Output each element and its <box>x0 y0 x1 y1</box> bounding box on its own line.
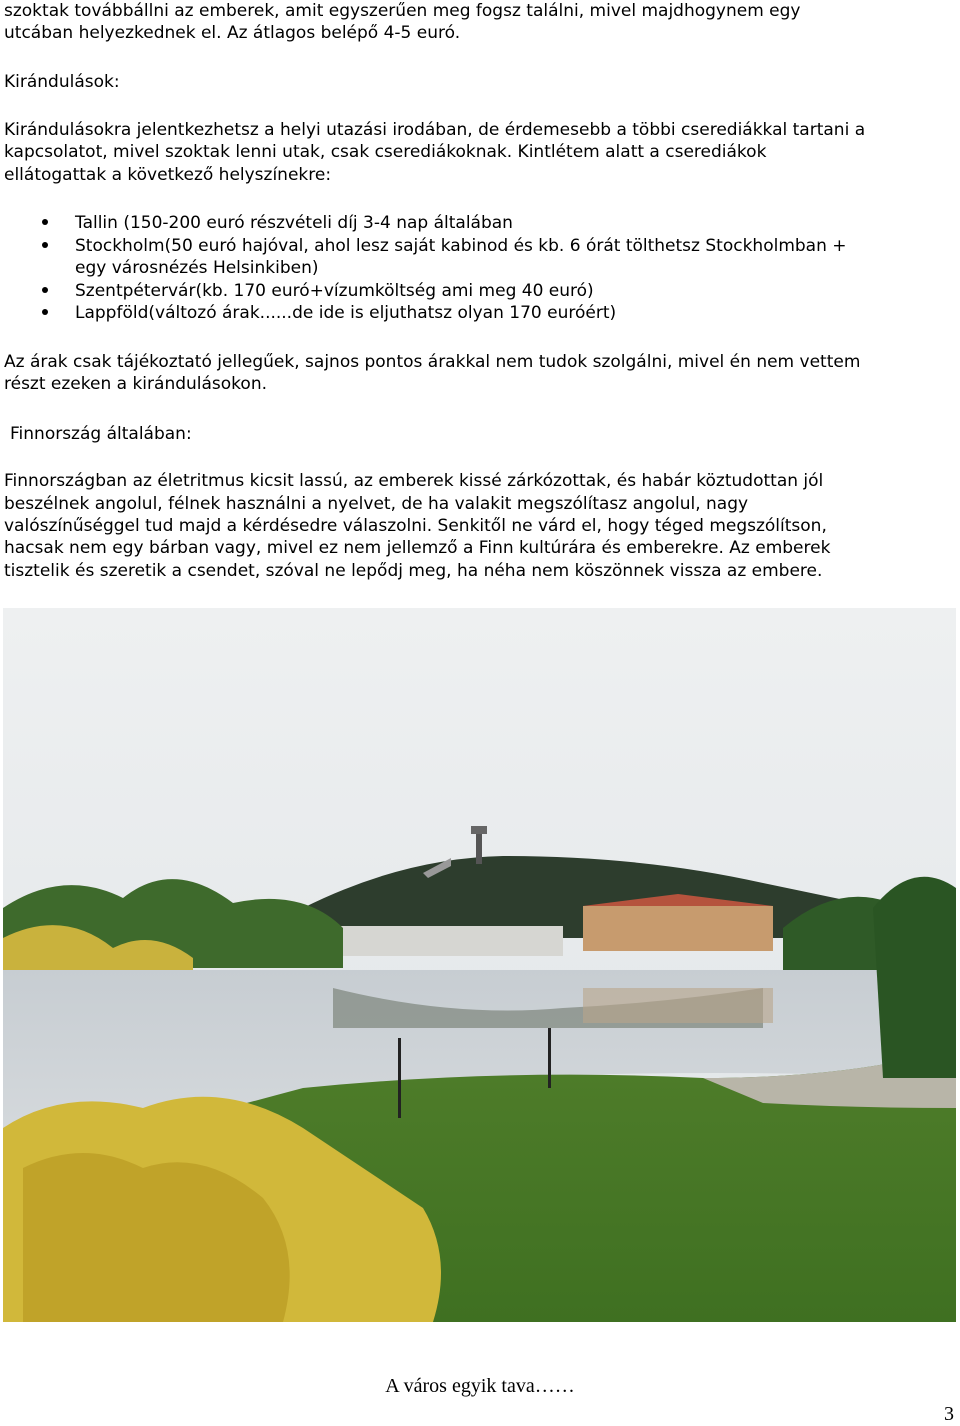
lamp-post <box>398 1038 401 1118</box>
intro-line-1: szoktak továbbállni az emberek, amit egyszerűen meg fogsz találni, mivel majdhogynem egy <box>4 1 801 21</box>
finland-line-4: hacsak nem egy bárban vagy, mivel ez nem jellemző a Finn kultúrára és emberekre. Az emberek <box>4 538 831 558</box>
finland-line-2: beszélnek angolul, félnek használni a nyelvet, de ha valakit megszólítasz angolul, nagy <box>4 494 749 514</box>
bullet-icon <box>42 242 48 248</box>
excursions-heading: Kirándulások: <box>4 72 120 92</box>
price-note-line-2: részt ezeken a kirándulásokon. <box>4 374 267 394</box>
bullet-icon <box>42 219 48 225</box>
finland-line-1: Finnországban az életritmus kicsit lassú, az emberek kissé zárkózottak, és habár köztudottan jól <box>4 471 824 491</box>
excursions-line-2: kapcsolatot, mivel szoktak lenni utak, csak cserediákoknak. Kintlétem alatt a cserediákok <box>4 142 767 162</box>
list-item: Szentpétervár(kb. 170 euró+vízumköltség ami meg 40 euró) <box>0 280 950 303</box>
list-item: Stockholm(50 euró hajóval, ahol lesz saját kabinod és kb. 6 órát tölthetsz Stockholmban + <box>0 235 950 258</box>
lake-photo <box>3 608 956 1322</box>
list-item: Tallin (150-200 euró részvételi díj 3-4 nap általában <box>0 212 950 235</box>
destination-list <box>0 212 950 325</box>
finland-line-3: valószínűséggel tud majd a kérdésedre válaszolni. Senkitől ne várd el, hogy téged megszólítson, <box>4 516 827 536</box>
building <box>583 906 773 951</box>
finland-line-5: tisztelik és szeretik a csendet, szóval ne lepődj meg, ha néha nem köszönnek vissza az embere. <box>4 561 823 581</box>
excursions-line-1: Kirándulásokra jelentkezhetsz a helyi utazási irodában, de érdemesebb a többi cserediákkal tartani a <box>4 120 866 140</box>
evergreen-tree <box>873 877 956 1078</box>
photo-caption: A város egyik tava…… <box>385 1375 575 1397</box>
bullet-icon <box>42 309 48 315</box>
lamp-post <box>548 1028 551 1088</box>
bullet-icon <box>42 287 48 293</box>
list-item: Lappföld(változó árak......de ide is eljuthatsz olyan 170 euróért) <box>0 302 950 325</box>
observation-tower <box>471 826 487 834</box>
excursions-line-3: ellátogattak a következő helyszínekre: <box>4 165 332 185</box>
list-item-continuation: egy városnézés Helsinkiben) <box>75 258 319 278</box>
price-note-line-1: Az árak csak tájékoztató jellegűek, sajnos pontos árakkal nem tudok szolgálni, mivel én nem vettem <box>4 352 861 372</box>
intro-line-2: utcában helyezkednek el. Az átlagos belépő 4-5 euró. <box>4 23 461 43</box>
finland-heading: Finnország általában: <box>10 424 192 444</box>
page-number: 3 <box>944 1403 954 1425</box>
